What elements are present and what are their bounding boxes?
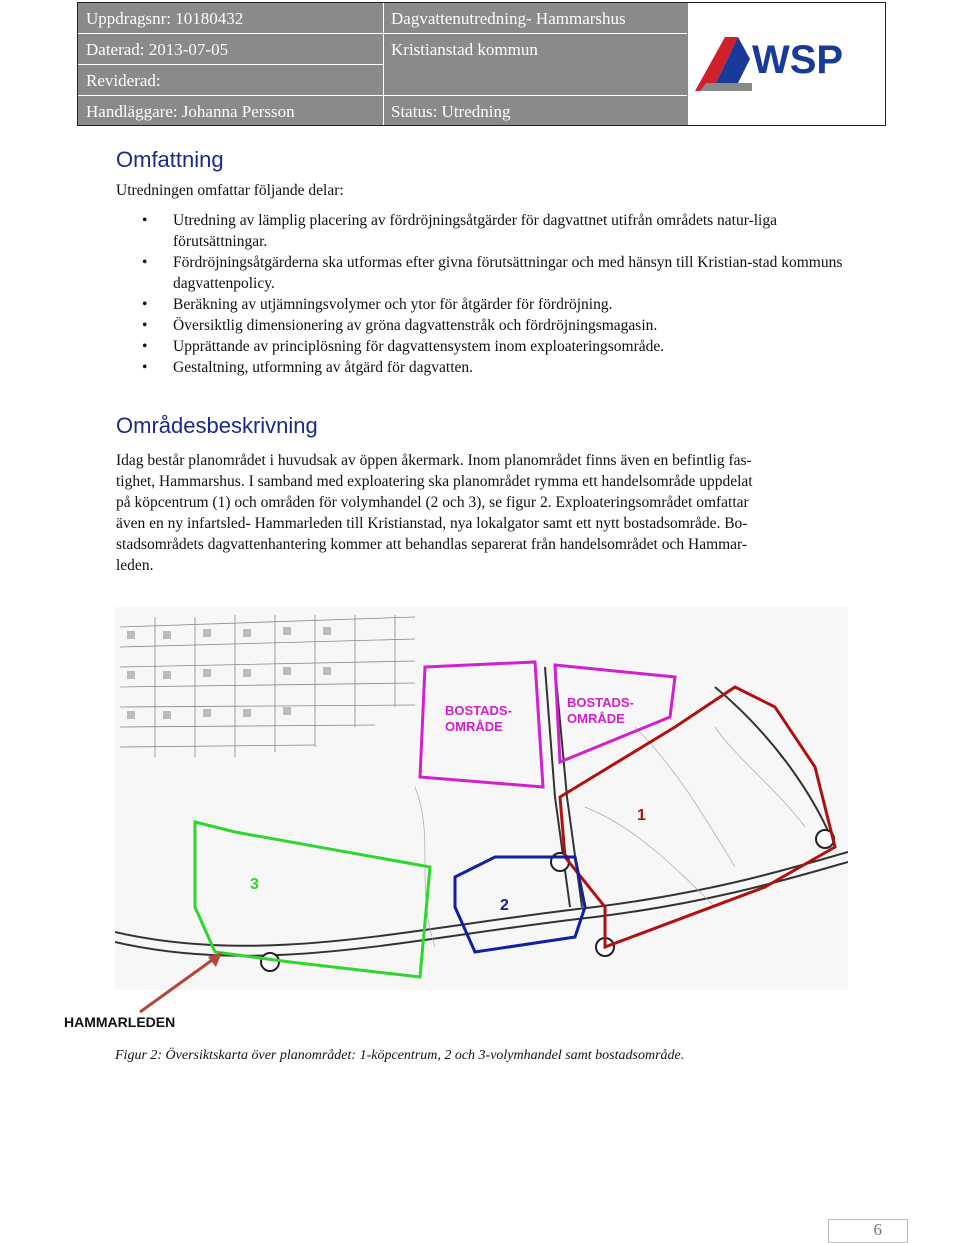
list-item: • Gestaltning, utformning av åtgärd för dagvatten. [140, 357, 860, 378]
municipality: Kristianstad kommun [391, 40, 538, 59]
page-number: 6 [828, 1219, 908, 1243]
overview-map [115, 607, 848, 990]
revised-field: Reviderad: [86, 71, 161, 90]
wsp-logo [690, 29, 860, 104]
wsp-logo-icon [690, 29, 860, 99]
area-line: leden. [116, 557, 154, 574]
svg-text:WSP: WSP [752, 38, 844, 82]
scope-intro: Utredningen omfattar följande delar: [116, 182, 344, 199]
bostad-label: BOSTADS- [567, 695, 634, 710]
date-field: Daterad: 2013-07-05 [86, 40, 229, 59]
list-item: • Utredning av lämplig placering av fördröjningsåtgärder för dagvattnet utifrån områdets natur-liga förutsättningar. [140, 210, 853, 252]
handler-field: Handläggare: Johanna Persson [86, 102, 295, 121]
scope-heading: Omfattning [116, 147, 224, 172]
area-heading: Områdesbeskrivning [116, 413, 318, 438]
list-item: • Upprättande av principlösning för dagvattensystem inom exploateringsområde. [140, 336, 860, 357]
assignment-number: Uppdragsnr: 10180432 [86, 9, 244, 28]
list-item: • Fördröjningsåtgärderna ska utformas efter givna förutsättningar och med hänsyn till Kristian-stad kommuns dagvattenpolicy. [140, 252, 853, 294]
road-label: HAMMARLEDEN [64, 1014, 176, 1030]
bostad-label: BOSTADS- [445, 703, 512, 718]
project-title: Dagvattenutredning- Hammarshus [391, 9, 626, 28]
area-line: även en ny infartsled- Hammarleden till Kristianstad, nya lokalgator samt ett nytt bostadsområde. Bo- [116, 515, 748, 532]
zone-3-label: 3 [250, 876, 259, 893]
zone-1-label: 1 [637, 807, 646, 824]
figure-caption: Figur 2: Översiktskarta över planområdet: 1-köpcentrum, 2 och 3-volymhandel samt bostadsområde. [115, 1048, 685, 1063]
area-line: på köpcentrum (1) och områden för volymhandel (2 och 3), se figur 2. Exploateringsområdet omfattar [116, 494, 749, 511]
zone-2-label: 2 [500, 897, 509, 914]
list-item: • Beräkning av utjämningsvolymer och ytor för åtgärder för fördröjning. [140, 294, 860, 315]
document-header [77, 2, 886, 126]
bostad-label: OMRÅDE [445, 719, 503, 734]
area-line: Idag består planområdet i huvudsak av öppen åkermark. Inom planområdet finns även en befintlig fas- [116, 452, 752, 469]
roundabout-icon [261, 953, 279, 971]
bostad-label: OMRÅDE [567, 711, 625, 726]
list-item: • Översiktlig dimensionering av gröna dagvattenstråk och fördröjningsmagasin. [140, 315, 860, 336]
arrow-icon [60, 940, 240, 1020]
scope-list [140, 210, 860, 378]
status-field: Status: Utredning [391, 102, 511, 121]
area-line: stadsområdets dagvattenhantering kommer att behandlas separerat från handelsområdet och Hammar- [116, 536, 748, 553]
area-line: tighet, Hammarshus. I samband med exploatering ska planområdet rymma ett handelsområde uppdelat [116, 473, 753, 490]
